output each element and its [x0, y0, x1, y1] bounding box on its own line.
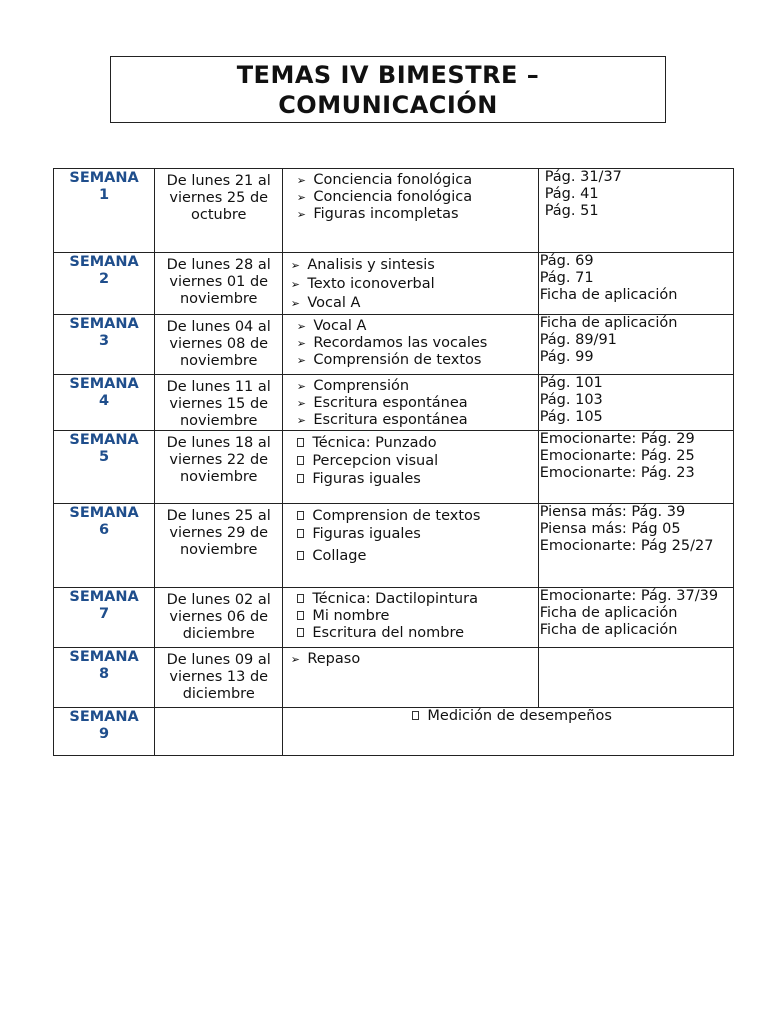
- topic-text: Texto iconoverbal: [307, 276, 435, 292]
- page-list: [539, 375, 733, 426]
- list-item: [289, 378, 537, 395]
- week-cell: [54, 315, 155, 375]
- pages-cell: [538, 315, 733, 375]
- arrow-bullet-icon: ➢: [296, 174, 306, 187]
- week-cell: [54, 588, 155, 648]
- date-range: De lunes 25 al viernes 29 de noviembre: [166, 508, 271, 558]
- list-item: [289, 625, 537, 642]
- arrow-bullet-icon: ➢: [296, 354, 306, 367]
- topic-text: Escritura del nombre: [312, 625, 465, 641]
- week-label: SEMANA: [69, 432, 139, 448]
- page-list: [539, 169, 733, 220]
- square-bullet-icon: [297, 529, 304, 538]
- arrow-bullet-icon: ➢: [296, 414, 306, 427]
- week-label: SEMANA: [69, 376, 139, 392]
- square-bullet-icon: [297, 551, 304, 560]
- dates-cell: [155, 375, 283, 431]
- square-bullet-icon: [297, 611, 304, 620]
- arrow-bullet-icon: ➢: [296, 380, 306, 393]
- page-reference: Ficha de aplicación: [539, 622, 678, 638]
- topics-cell: [283, 375, 538, 431]
- schedule-body: [54, 169, 734, 756]
- page-reference: Emocionarte: Pág. 29: [539, 431, 695, 447]
- page-list: [539, 588, 733, 639]
- page-reference: Ficha de aplicación: [539, 287, 678, 303]
- list-item: [289, 335, 537, 352]
- pages-cell: [538, 253, 733, 315]
- dates-cell: [155, 588, 283, 648]
- week-cell: [54, 648, 155, 708]
- week-number: 8: [99, 666, 110, 682]
- page-reference: Piensa más: Pág. 39: [539, 504, 686, 520]
- topic-text: Vocal A: [313, 318, 367, 334]
- topic-list: [283, 315, 537, 369]
- topic-list: [283, 504, 537, 565]
- arrow-bullet-icon: ➢: [290, 653, 300, 666]
- page-reference: Pág. 99: [539, 349, 594, 365]
- topics-cell: [283, 708, 734, 756]
- list-item: [289, 318, 537, 335]
- square-bullet-icon: [297, 594, 304, 603]
- week-number: 7: [99, 606, 110, 622]
- title-line-1: TEMAS IV BIMESTRE –: [236, 60, 540, 89]
- topic-list: [283, 253, 537, 313]
- topic-text: Comprension de textos: [312, 508, 481, 524]
- week-cell: [54, 504, 155, 588]
- page-list: [539, 253, 733, 304]
- page-reference: Pág. 41: [544, 186, 599, 202]
- page-reference: Emocionarte: Pág. 25: [539, 448, 695, 464]
- page-list: [539, 315, 733, 366]
- week-number: 3: [99, 333, 110, 349]
- week-number: 6: [99, 522, 110, 538]
- table-row: [54, 169, 734, 253]
- topic-text: Analisis y sintesis: [307, 257, 435, 273]
- topic-text: Medición de desempeños: [427, 708, 612, 724]
- week-label: SEMANA: [69, 649, 139, 665]
- square-bullet-icon: [297, 438, 304, 447]
- dates-cell: [155, 253, 283, 315]
- topic-text: Collage: [312, 548, 367, 564]
- pages-cell: [538, 431, 733, 504]
- topic-text: Recordamos las vocales: [313, 335, 488, 351]
- dates-cell: [155, 504, 283, 588]
- table-row: [54, 648, 734, 708]
- week-number: 5: [99, 449, 110, 465]
- square-bullet-icon: [297, 474, 304, 483]
- table-row: [54, 253, 734, 315]
- list-item: [289, 608, 537, 625]
- date-range: De lunes 18 al viernes 22 de noviembre: [166, 435, 271, 485]
- square-bullet-icon: [297, 511, 304, 520]
- week-label: SEMANA: [69, 709, 139, 725]
- date-range: De lunes 21 al viernes 25 de octubre: [166, 173, 271, 223]
- date-range: De lunes 04 al viernes 08 de noviembre: [166, 319, 271, 369]
- schedule-table: [53, 168, 734, 756]
- week-number: 4: [99, 393, 110, 409]
- date-range: De lunes 28 al viernes 01 de noviembre: [166, 257, 271, 307]
- table-row: [54, 588, 734, 648]
- week-number: 2: [99, 271, 110, 287]
- topics-cell: [283, 169, 538, 253]
- page-reference: Ficha de aplicación: [539, 315, 678, 331]
- list-item: [289, 206, 537, 223]
- page-list: [539, 431, 733, 482]
- week-label: SEMANA: [69, 254, 139, 270]
- week-cell: [54, 375, 155, 431]
- week-cell: [54, 169, 155, 253]
- topic-text: Vocal A: [307, 295, 361, 311]
- table-row: [54, 708, 734, 756]
- dates-cell: [155, 708, 283, 756]
- dates-cell: [155, 315, 283, 375]
- list-item: [289, 470, 537, 488]
- topics-cell: [283, 431, 538, 504]
- topic-text: Figuras incompletas: [313, 206, 459, 222]
- topics-cell: [283, 253, 538, 315]
- topic-list: [283, 648, 537, 668]
- list-item: [289, 189, 537, 206]
- week-label: SEMANA: [69, 505, 139, 521]
- topic-text: Figuras iguales: [312, 471, 421, 487]
- table-row: [54, 375, 734, 431]
- page-reference: Pág. 31/37: [544, 169, 622, 185]
- topic-text: Escritura espontánea: [313, 412, 468, 428]
- pages-cell: [538, 588, 733, 648]
- list-item: [283, 256, 537, 275]
- page-reference: Emocionarte: Pág 25/27: [539, 538, 714, 554]
- topic-text: Conciencia fonológica: [313, 189, 473, 205]
- page-reference: Pág. 71: [539, 270, 594, 286]
- table-row: [54, 504, 734, 588]
- week-label: SEMANA: [69, 589, 139, 605]
- topics-cell: [283, 315, 538, 375]
- topic-text: Técnica: Punzado: [312, 435, 437, 451]
- week-cell: [54, 431, 155, 504]
- arrow-bullet-icon: ➢: [290, 259, 300, 272]
- list-item: [289, 547, 537, 565]
- list-item: [289, 172, 537, 189]
- page-reference: Emocionarte: Pág. 37/39: [539, 588, 719, 604]
- list-item: [289, 525, 537, 543]
- date-range: De lunes 02 al viernes 06 de diciembre: [166, 592, 271, 642]
- table-row: [54, 315, 734, 375]
- list-item: [289, 434, 537, 452]
- topic-list: [283, 375, 537, 429]
- square-bullet-icon: [297, 628, 304, 637]
- list-item: [289, 352, 537, 369]
- arrow-bullet-icon: ➢: [296, 320, 306, 333]
- square-bullet-icon: [412, 711, 419, 720]
- list-item: [289, 452, 537, 470]
- topic-text: Mi nombre: [312, 608, 390, 624]
- topics-cell: [283, 648, 538, 708]
- date-range: De lunes 09 al viernes 13 de diciembre: [166, 652, 271, 702]
- topic-text: Comprensión de textos: [313, 352, 482, 368]
- topic-text: Conciencia fonológica: [313, 172, 473, 188]
- date-range: De lunes 11 al viernes 15 de noviembre: [166, 379, 271, 429]
- topic-text: Percepcion visual: [312, 453, 439, 469]
- week-number: 9: [99, 726, 110, 742]
- arrow-bullet-icon: ➢: [290, 278, 300, 291]
- page-reference: Pág. 105: [539, 409, 603, 425]
- arrow-bullet-icon: ➢: [296, 191, 306, 204]
- page-reference: Pág. 101: [539, 375, 603, 391]
- page-reference: Pág. 103: [539, 392, 603, 408]
- arrow-bullet-icon: ➢: [296, 208, 306, 221]
- page-reference: Pág. 69: [539, 253, 594, 269]
- page-reference: Emocionarte: Pág. 23: [539, 465, 695, 481]
- page-reference: Pág. 51: [544, 203, 599, 219]
- title-box: [110, 56, 666, 123]
- list-item: [289, 507, 537, 525]
- topic-list: [283, 169, 537, 223]
- dates-cell: [155, 169, 283, 253]
- pages-cell: [538, 375, 733, 431]
- topic-text: Técnica: Dactilopintura: [312, 591, 478, 607]
- title-line-2: COMUNICACIÓN: [278, 90, 498, 119]
- topic-text: Repaso: [307, 651, 361, 667]
- arrow-bullet-icon: ➢: [296, 337, 306, 350]
- dates-cell: [155, 648, 283, 708]
- pages-cell: [538, 648, 733, 708]
- list-item: [289, 395, 537, 412]
- topics-cell: [283, 588, 538, 648]
- page-reference: Ficha de aplicación: [539, 605, 678, 621]
- topics-cell: [283, 504, 538, 588]
- table-row: [54, 431, 734, 504]
- page-reference: Pág. 89/91: [539, 332, 617, 348]
- week-cell: [54, 253, 155, 315]
- list-item: [289, 591, 537, 608]
- topic-text: Comprensión: [313, 378, 410, 394]
- list-item: [283, 294, 537, 313]
- week-label: SEMANA: [69, 170, 139, 186]
- list-item: [289, 412, 537, 429]
- page-list: [539, 504, 733, 555]
- topic-list: [283, 588, 537, 642]
- topic-list: [283, 431, 537, 488]
- pages-cell: [538, 504, 733, 588]
- list-item: [283, 651, 537, 668]
- list-item: [283, 275, 537, 294]
- topic-text: Escritura espontánea: [313, 395, 468, 411]
- pages-cell: [538, 169, 733, 253]
- dates-cell: [155, 431, 283, 504]
- topic-item: [404, 708, 612, 724]
- topic-text: Figuras iguales: [312, 526, 421, 542]
- arrow-bullet-icon: ➢: [290, 297, 300, 310]
- week-cell: [54, 708, 155, 756]
- square-bullet-icon: [297, 456, 304, 465]
- week-number: 1: [99, 187, 110, 203]
- arrow-bullet-icon: ➢: [296, 397, 306, 410]
- week-label: SEMANA: [69, 316, 139, 332]
- page-reference: Piensa más: Pág 05: [539, 521, 681, 537]
